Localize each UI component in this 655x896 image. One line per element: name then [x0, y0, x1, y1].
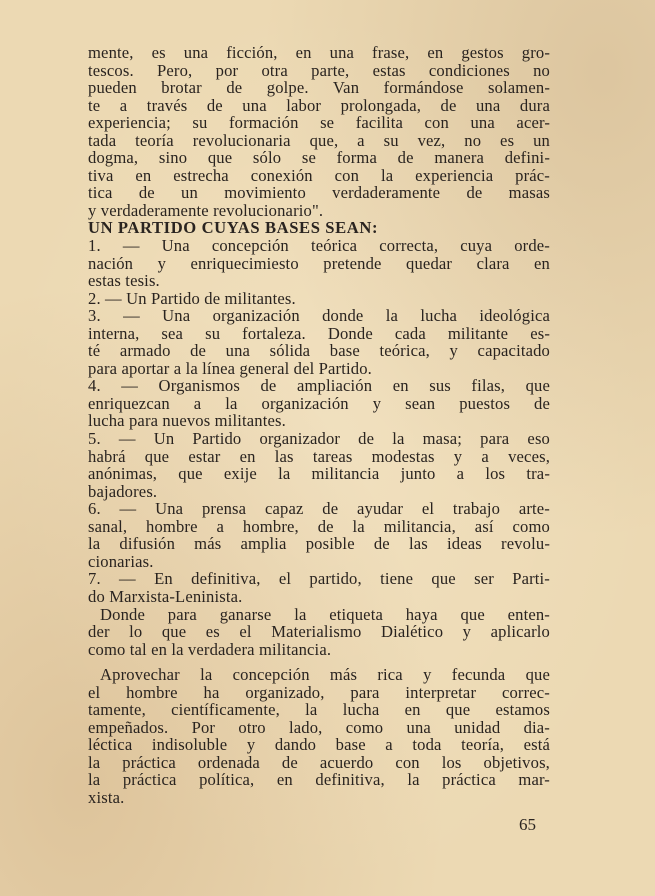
list-item-line: 2. — Un Partido de militantes. [88, 288, 296, 308]
list-item-line: sanal, hombre a hombre, de la militancia, así como [88, 516, 550, 536]
text-line: tica de un movimiento verdaderamente de masas [88, 183, 550, 203]
list-item-line: la difusión más amplia posible de las ideas revolu- [88, 534, 550, 554]
page-body [88, 44, 550, 807]
list-item-line: cionarias. [88, 551, 154, 571]
text-line: tiva en estrecha conexión con la experiencia prác- [88, 165, 550, 185]
text-line: Aprovechar la concepción más rica y fecunda que [100, 665, 550, 685]
list-item-line: 3. — Una organización donde la lucha ideológica [88, 306, 550, 326]
text-line: y verdaderamente revolucionario". [88, 200, 324, 220]
text-line: te a través de una labor prolongada, de una dura [88, 95, 550, 115]
text-line: experiencia; su formación se facilita con una acer- [88, 113, 550, 133]
text-line: der lo que es el Materialismo Dialético y aplicarlo [88, 622, 550, 642]
list-item-line: bajadores. [88, 481, 158, 501]
text-line: tada teoría revolucionaria que, a su vez, no es un [88, 130, 550, 150]
text-line: tescos. Pero, por otra parte, estas condiciones no [88, 60, 550, 80]
list-item-line: 7. — En definitiva, el partido, tiene que ser Parti- [88, 569, 550, 589]
list-item-line: do Marxista-Leninista. [88, 586, 243, 606]
text-line: mente, es una ficción, en una frase, en gestos gro- [88, 43, 550, 62]
list-item-line: 4. — Organismos de ampliación en sus filas, que [88, 376, 550, 396]
text-line: tamente, científicamente, la lucha en que estamos [88, 700, 550, 720]
list-item-line: 6. — Una prensa capaz de ayudar el trabajo arte- [88, 499, 550, 519]
list-item-line: nación y enriquecimiesto pretende quedar clara en [88, 253, 550, 273]
list-item-line: para aportar a la línea general del Partido. [88, 358, 372, 378]
list-item-line: interna, sea su fortaleza. Donde cada militante es- [88, 323, 550, 343]
text-line: empeñados. Por otro lado, como una unidad dia- [88, 717, 550, 737]
text-line: xista. [88, 787, 125, 807]
text-line: el hombre ha organizado, para interpretar correc- [88, 682, 550, 702]
list-item-line: lucha para nuevos militantes. [88, 411, 286, 431]
text-line: pueden brotar de golpe. Van formándose solamen- [88, 78, 550, 98]
page-number: 65 [519, 815, 536, 834]
text-line: dogma, sino que sólo se forma de manera defini- [88, 148, 550, 168]
section-heading: UN PARTIDO CUYAS BASES SEAN: [88, 218, 379, 238]
list-item-line: enriquezcan a la organización y sean puestos de [88, 393, 550, 413]
list-item-line: estas tesis. [88, 271, 160, 291]
text-line: léctica indisoluble y dando base a toda teoría, está [88, 735, 550, 755]
text-line: como tal en la verdadera militancia. [88, 639, 332, 659]
list-item-line: 5. — Un Partido organizador de la masa; para eso [88, 429, 550, 449]
text-line: Donde para ganarse la etiqueta haya que enten- [100, 604, 550, 624]
list-item-line: habrá que estar en las tareas modestas y a veces, [88, 446, 550, 466]
list-item-line: 1. — Una concepción teórica correcta, cuya orde- [88, 236, 550, 256]
text-line: la práctica ordenada de acuerdo con los objetivos, [88, 752, 550, 772]
text-line: la práctica política, en definitiva, la práctica mar- [88, 770, 550, 790]
list-item-line: té armado de una sólida base teórica, y capacitado [88, 341, 550, 361]
list-item-line: anónimas, que exije la militancia junto a los tra- [88, 464, 550, 484]
